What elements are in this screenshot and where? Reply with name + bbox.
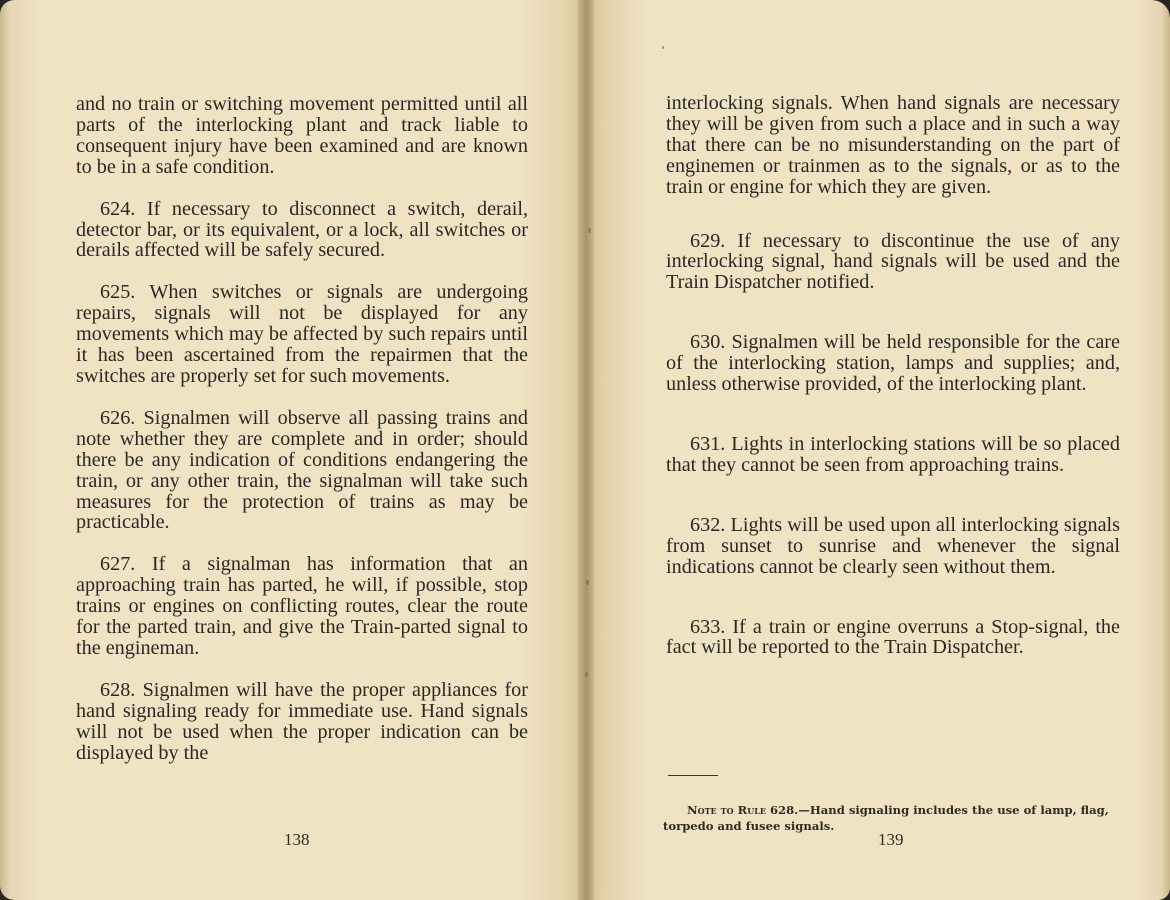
rule-630: 630. Signalmen will be held responsible for the care of the interlocking station, lamps and supplies; and, unless otherwise provided, of the interlocking plant. — [666, 331, 1120, 396]
paper-speck — [585, 672, 588, 677]
book-gutter — [578, 0, 594, 900]
page-number-left: 138 — [284, 830, 310, 849]
rule-632: 632. Lights will be used upon all interlocking signals from sunset to sunrise and whenever the signal indications cannot be clearly seen without them. — [666, 513, 1120, 578]
right-text-column — [666, 93, 1120, 658]
rule-626: 626. Signalmen will observe all passing trains and note whether they are complete and in order; should there be any indication of conditions endangering the train, or any other train, the signalman will take such measures for the protection of trains as may be practicable. — [76, 406, 528, 534]
rule-628: 628. Signalmen will have the proper appliances for hand signaling ready for immediate use. Hand signals will not be used when the proper indication can be displayed by the — [76, 678, 528, 764]
paper-speck — [586, 580, 589, 585]
paper-speck — [588, 228, 591, 233]
page-number-right: 139 — [878, 830, 904, 849]
footnote-text: —Hand signaling includes the use of lamp, flag, torpedo and fusee signals. — [663, 803, 1109, 833]
paragraph-continued-628: interlocking signals. When hand signals are necessary they will be given from such a place and in such a way that there can be no misunderstanding on the part of enginemen or trainmen as to the signals, or as to the train or engine for which they are given. — [666, 92, 1120, 198]
left-text-column — [76, 94, 528, 763]
rule-629: 629. If necessary to discontinue the use of any interlocking signal, hand signals will be used and the Train Dispatcher notified. — [666, 229, 1120, 294]
rule-625: 625. When switches or signals are undergoing repairs, signals will not be displayed for any movements which may be affected by such repairs until it has been ascertained from the repairmen that the switches are properly set for such movements. — [76, 281, 528, 387]
rule-631: 631. Lights in interlocking stations will be so placed that they cannot be seen from approaching trains. — [666, 432, 1120, 476]
rule-624: 624. If necessary to disconnect a switch, derail, detector bar, or its equivalent, or a lock, all switches or derails affected will be safely secured. — [76, 197, 528, 262]
paper-speck — [662, 46, 664, 49]
rule-633: 633. If a train or engine overruns a Stop-signal, the fact will be reported to the Train Dispatcher. — [666, 615, 1120, 659]
right-page — [586, 0, 1170, 900]
rule-627: 627. If a signalman has information that an approaching train has parted, he will, if possible, stop trains or engines on conflicting routes, clear the route for the parted train, and give the Train-parted signal to the engineman. — [76, 553, 528, 659]
paragraph-continued-623: and no train or switching movement permitted until all parts of the interlocking plant and track liable to consequent injury have been examined and are known to be in a safe condition. — [76, 93, 528, 178]
footnote-label: Note to Rule 628. — [687, 803, 799, 817]
footnote-divider — [668, 775, 718, 776]
